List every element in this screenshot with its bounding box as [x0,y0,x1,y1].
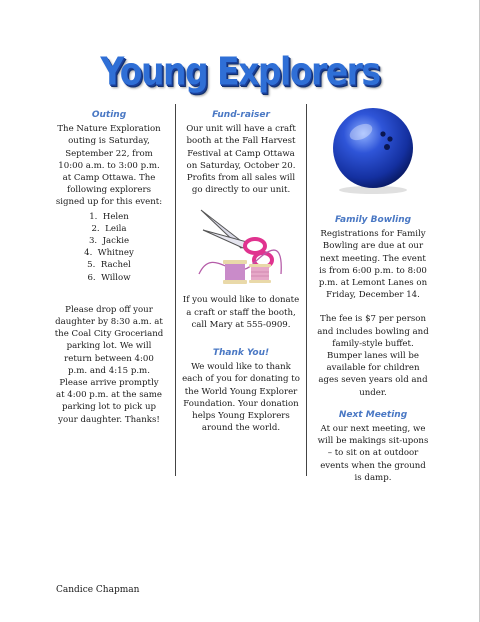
explorer-name: 5. Rachel [87,260,131,271]
explorer-name: 6. Willow [87,272,131,283]
explorer-name: 2. Leila [91,223,127,234]
thankyou-heading: Thank You! [212,348,270,359]
newsletter-banner-title: Young Explorers [100,49,380,94]
fundraiser-heading: Fund-raiser [212,110,270,120]
column-outing [54,105,164,426]
meeting-heading: Next Meeting [338,409,408,420]
outing-intro: The Nature Exploration outing is Saturday, September 22, from 10:00 a.m. to 3:00 p.m. at Camp Ottawa. The following explorers signed up for this event: [55,124,163,208]
column-divider [306,104,307,476]
meeting-body: At our next meeting, we will be makings sit-upons – to sit on at outdoor events when the ground is damp. [317,424,429,483]
explorer-list [54,211,164,284]
column-fundraiser [181,105,301,434]
bowling-ball-clipart [327,104,419,196]
explorer-name: 1. Helen [89,211,129,222]
outing-heading: Outing [91,110,127,120]
column-bowling [317,210,429,484]
signature: Candice Chapman [56,585,140,595]
bowling-fee: The fee is $7 per person and includes bowling and family-style buffet. Bumper lanes will be available for children ages seven years old and under. [317,314,429,398]
bowling-heading: Family Bowling [334,215,412,225]
fundraiser-body: Our unit will have a craft booth at the Fall Harvest Festival at Camp Ottawa on Saturday, October 20. Profits from all sales will go directly to our unit. [186,124,296,196]
column-divider [175,104,176,476]
fundraiser-donate: If you would like to donate a craft or staff the booth, call Mary at 555-0909. [182,295,300,330]
thankyou-body: We would like to thank each of you for donating to the World Young Explorer Foundation. Your donation helps Young Explorers around the world. [182,362,300,434]
explorer-name: 3. Jackie [88,236,130,247]
outing-dropoff: Please drop off your daughter by 8:30 a.m. at the Coal City Groceriand parking lot. We will return between 4:00 p.m. and 4:15 p.m. Please arrive promptly at 4:00 p.m. at the same parking lot to pick up your daughter. Thanks! [54,304,164,425]
explorer-name: 4. Whitney [84,248,134,259]
bowling-body: Registrations for Family Bowling are due at our next meeting. The event is from 6:00 p.m. to 8:00 p.m. at Lemont Lanes on Friday, December 14. [318,229,428,301]
scissors-and-thread-spools-clipart [193,204,289,286]
